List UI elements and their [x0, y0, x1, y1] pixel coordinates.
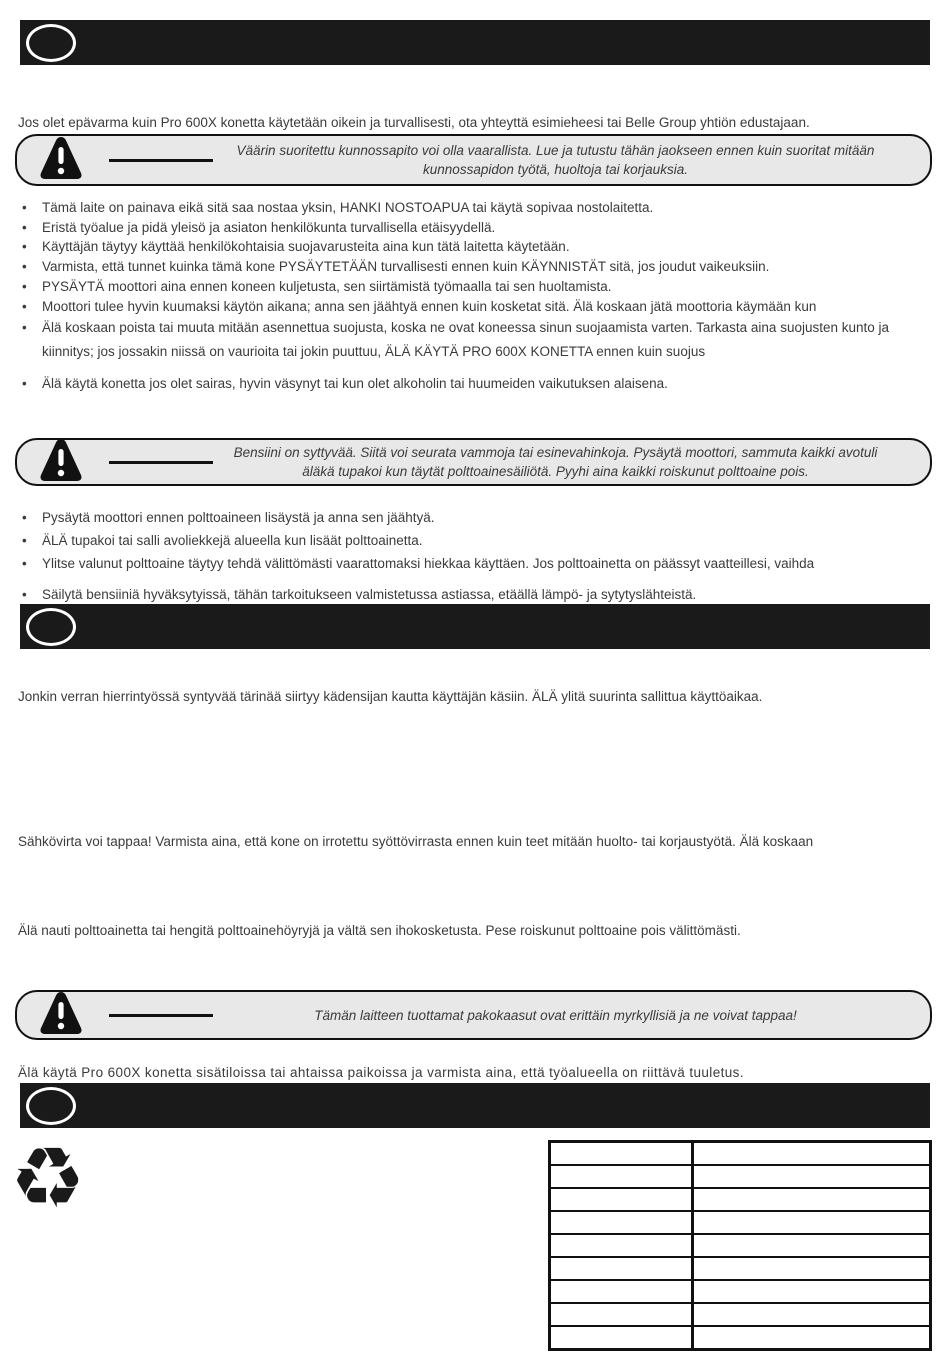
list-item: • Käyttäjän täytyy käyttää henkilökohtaisia suojavarusteita aina kun tätä laitetta käytetään. [0, 237, 932, 257]
warning-triangle-icon [39, 135, 83, 186]
list-item: • Säilytä bensiiniä hyväksytyissä, tähän tarkoitukseen valmistetussa astiassa, etäällä lämpö- ja sytytyslähteistä. [0, 583, 932, 606]
warning-text: Bensiini on syttyvää. Siitä voi seurata vammoja tai esinevahinkoja. Pysäytä moottori, sammuta kaikki avotuli äläkä tupakoi kun täytät polttoainesäiliötä. Pyyhi aina kaikki roiskunut polttoaine pois. [233, 445, 878, 479]
table-row [550, 1234, 931, 1257]
warning-divider-line [109, 461, 213, 464]
section-oval-icon [26, 608, 76, 646]
intro-paragraph: Jos olet epävarma kuin Pro 600X konetta käytetään oikein ja turvallisesti, ota yhteyttä esimieheesi tai Belle Group yhtiön edustajaan. [18, 114, 810, 130]
fuel-health-paragraph: Älä nauti polttoainetta tai hengitä polttoainehöyryjä ja vältä sen ihokosketusta. Pese roiskunut polttoaine pois välittömästi. [18, 922, 741, 938]
section-oval-icon [26, 1087, 76, 1125]
table-row [550, 1280, 931, 1303]
warning-text: Väärin suoritettu kunnossapito voi olla vaarallista. Lue ja tutustu tähän jaokseen ennen kuin suoritat mitään kunnossapidon työtä, huoltoja tai korjauksia. [236, 143, 875, 177]
warning-box-exhaust [15, 990, 932, 1040]
warning-box-maintenance [15, 134, 932, 186]
list-item: • Älä koskaan poista tai muuta mitään asennettua suojusta, koska ne ovat koneessa sinun suojaamista varten. Tarkasta aina suojusten kunto ja kiinnitys; jos jossakin niissä on vaurioita tai jokin puuttuu, ÄLÄ KÄYTÄ PRO 600X KONETTA ennen kuin suojus [0, 316, 932, 364]
warning-text: Tämän laitteen tuottamat pakokaasut ovat erittäin myrkyllisiä ja ne voivat tappaa! [314, 1007, 797, 1023]
safety-bullet-list-guards [0, 316, 932, 396]
safety-bullet-list-general [0, 198, 932, 316]
spec-table [548, 1140, 932, 1351]
table-row [550, 1326, 931, 1350]
list-item: • Moottori tulee hyvin kuumaksi käytön aikana; anna sen jäähtyä ennen kuin kosketat sitä. Älä koskaan jätä moottoria käymään kun [0, 297, 932, 317]
warning-triangle-icon [39, 990, 83, 1041]
section-bar-2 [20, 604, 930, 649]
warning-divider-line [109, 159, 213, 162]
section-bar-3 [20, 1083, 930, 1128]
table-row [550, 1142, 931, 1166]
list-item: • Eristä työalue ja pidä yleisö ja asiaton henkilökunta turvallisella etäisyydellä. [0, 218, 932, 238]
table-row [550, 1257, 931, 1280]
list-item: • Varmista, että tunnet kuinka tämä kone PYSÄYTETÄÄN turvallisesti ennen kuin KÄYNNISTÄT sitä, jos joudut vaikeuksiin. [0, 257, 932, 277]
list-item: • Älä käytä konetta jos olet sairas, hyvin väsynyt tai kun olet alkoholin tai huumeiden vaikutuksen alaisena. [0, 372, 932, 396]
list-item: • Tämä laite on painava eikä sitä saa nostaa yksin, HANKI NOSTOAPUA tai käytä sopivaa nostolaitetta. [0, 198, 932, 218]
warning-divider-line [109, 1014, 213, 1017]
vibration-paragraph: Jonkin verran hierrintyössä syntyvää tärinää siirtyy kädensijan kautta käyttäjän käsiin. ÄLÄ ylitä suurinta sallittua käyttöaikaa. [18, 688, 763, 704]
table-row [550, 1188, 931, 1211]
safety-bullet-list-refuelling [0, 506, 932, 606]
section-bar-1 [20, 20, 930, 65]
ventilation-paragraph: Älä käytä Pro 600X konetta sisätiloissa tai ahtaissa paikoissa ja varmista aina, että työalueella on riittävä tuuletus. [18, 1064, 744, 1080]
section-oval-icon [26, 24, 76, 62]
list-item: • PYSÄYTÄ moottori aina ennen koneen kuljetusta, sen siirtämistä työmaalla tai sen huoltamista. [0, 277, 932, 297]
list-item: • Ylitse valunut polttoaine täytyy tehdä välittömästi vaarattomaksi hiekkaa käyttäen. Jos polttoainetta on päässyt vaatteillesi, vaihda [0, 552, 932, 575]
list-item: • Pysäytä moottori ennen polttoaineen lisäystä ja anna sen jäähtyä. [0, 506, 932, 529]
table-row [550, 1211, 931, 1234]
table-row [550, 1303, 931, 1326]
table-row [550, 1165, 931, 1188]
recycle-icon: ♻ [10, 1131, 86, 1225]
list-item: • ÄLÄ tupakoi tai salli avoliekkejä alueella kun lisäät polttoainetta. [0, 529, 932, 552]
electric-safety-paragraph: Sähkövirta voi tappaa! Varmista aina, että kone on irrotettu syöttövirrasta ennen kuin teet mitään huolto- tai korjaustyötä. Älä koskaan [18, 833, 814, 849]
warning-box-fuel [15, 438, 932, 486]
warning-triangle-icon [39, 437, 83, 488]
